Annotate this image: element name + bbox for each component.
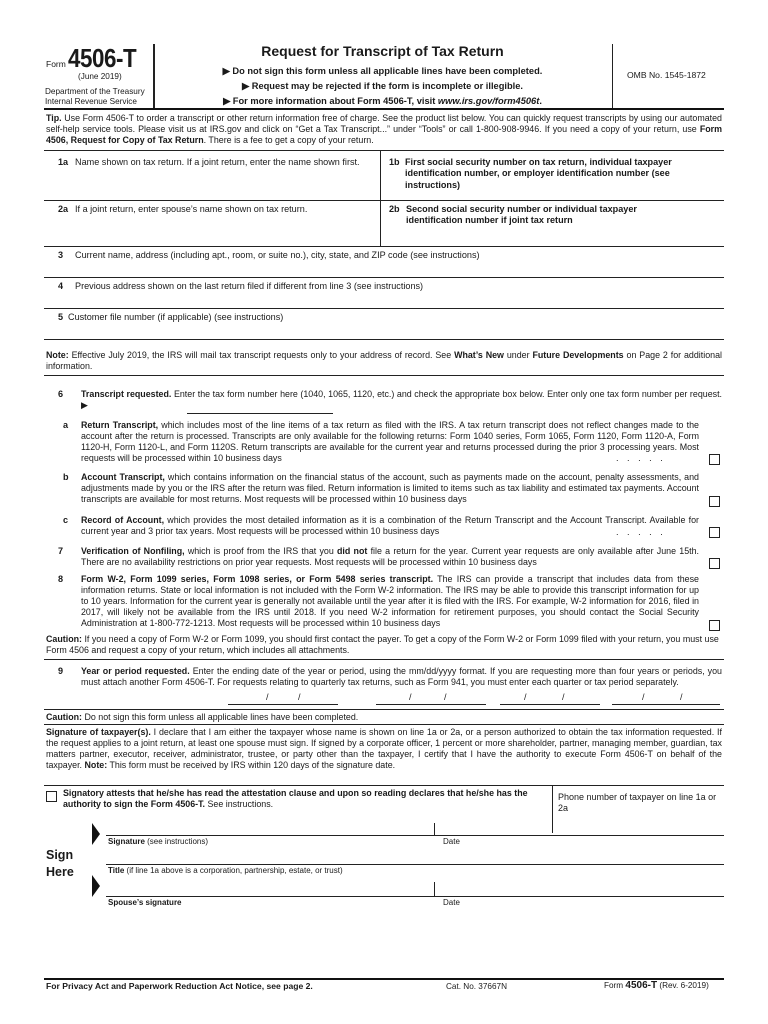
line-6b-text: Account Transcript, which contains information on the financial status of the account, such as payments made on the account, penalty assessments, and adjustments made by you or the IRS after the return was filed. Return information is limited to items such as tax liability and estimated tax payments. Account transcripts are available for most returns. Most requests will be processed within 10 business days	[81, 472, 699, 505]
line-2b-label: Second social security number or individual taxpayer identification number if joint tax return	[406, 204, 637, 226]
date-caption-2: Date	[443, 898, 460, 907]
line-2a-number: 2a	[58, 204, 69, 214]
line-6a-text: Return Transcript, which includes most of the line items of a tax return as filed with the IRS. A tax return transcript does not reflect changes made to the account after the return is processed. Transcripts are only available for the following returns: Form 1040 series, Form 1065, Form 1120, Form 1120-A, Form 1120-H, Form 1120-L, and Form 1120S. Return transcripts are available for the current year and returns processed during the prior 3 processing years. Most requests will be processed within 10 business days	[81, 420, 699, 464]
line-8-text: Form W-2, Form 1099 series, Form 1098 series, or Form 5498 series transcript. The IRS can provide a transcript that includes data from these information returns. State or local information is not included with the Form W-2 information. The IRS may be able to provide this transcript information for up to 10 years. Information for the current year is generally not available until the year after it is filed with the IRS. For example, W-2 information for 2016, filed in 2017, will likely not be available from the IRS until 2018. If you need W-2 information for retirement purposes, you should contact the Social Security Administration at 1-800-772-1213. Most requests will be processed within 10 business days	[81, 574, 699, 629]
line-7-number: 7	[58, 546, 64, 556]
form-title: Request for Transcript of Tax Return	[261, 43, 504, 59]
line-6a-leader: . . . . .	[616, 453, 666, 463]
account-transcript-checkbox[interactable]	[709, 496, 720, 507]
line-3-field[interactable]	[72, 262, 722, 277]
footer-form-id: Form 4506-T (Rev. 6-2019)	[604, 980, 709, 991]
period-2-slash-2: /	[444, 692, 447, 702]
verification-of-nonfiling-checkbox[interactable]	[709, 558, 720, 569]
taxpayer-signature-date-field[interactable]	[436, 822, 722, 835]
line-8-number: 8	[58, 574, 64, 584]
line-6b-letter: b	[63, 472, 69, 482]
line-6c-letter: c	[63, 515, 69, 525]
line-6c-text: Record of Account, which provides the most detailed information as it is a combination of the Return Transcript and the Account Transcript. Available for current year and 3 prior tax years. Most requests will be processed within 10 business days	[81, 515, 699, 537]
privacy-notice: For Privacy Act and Paperwork Reduction Act Notice, see page 2.	[46, 981, 313, 991]
irs-url-link[interactable]: www.irs.gov/form4506t	[437, 96, 540, 106]
caution-paragraph-1: Caution: If you need a copy of Form W-2 or Form 1099, you should first contact the payer. To get a copy of the Form W-2 or Form 1099 filed with your return, you must use Form 4506 and request a copy of your return, which includes all attachments.	[46, 634, 719, 656]
spouse-signature-date-field[interactable]	[436, 882, 722, 896]
period-3-slash-2: /	[562, 692, 565, 702]
spouse-caption: Spouse’s signature	[108, 898, 182, 907]
line-6c-leader: . . . . .	[616, 527, 666, 537]
note-paragraph: Note: Effective July 2019, the IRS will mail tax transcript requests only to your address of record. See What’s New under Future Developments on Page 2 for additional information.	[46, 350, 722, 372]
line-2b-field[interactable]	[384, 226, 722, 244]
line-4-field[interactable]	[72, 293, 722, 308]
spouse-signature-field[interactable]	[106, 882, 434, 896]
information-return-transcript-checkbox[interactable]	[709, 620, 720, 631]
sign-here-label	[46, 847, 74, 881]
line-9-number: 9	[58, 666, 64, 676]
sign-arrow-1	[92, 823, 100, 845]
period-1-slash-2: /	[298, 692, 301, 702]
form-header	[0, 0, 768, 110]
tax-form-number-input[interactable]	[187, 402, 333, 414]
line-1b-label: First social security number on tax return, individual taxpayer identification number, or employer identification number (see instructions)	[405, 157, 672, 190]
period-3-input[interactable]	[500, 690, 600, 705]
line-1a-field[interactable]	[72, 180, 377, 200]
header-bullet-1: ▶ Do not sign this form unless all applicable lines have been completed.	[222, 66, 543, 76]
period-2-slash-1: /	[409, 692, 412, 702]
line-2b-number: 2b	[389, 204, 400, 214]
dept: Department of the Treasury	[45, 87, 145, 96]
sign-arrow-2	[92, 875, 100, 897]
line-6a-letter: a	[63, 420, 69, 430]
caution-paragraph-2: Caution: Do not sign this form unless all applicable lines have been completed.	[46, 712, 359, 722]
line-4-number: 4	[58, 281, 64, 291]
here-word: Here	[46, 864, 74, 879]
line-1b-number: 1b	[389, 157, 400, 167]
attestation-text: Signatory attests that he/she has read the attestation clause and upon so reading declares that he/she has the authority to sign the Form 4506-T. See instructions.	[63, 788, 528, 810]
form-date: (June 2019)	[78, 72, 122, 81]
line-5-field[interactable]	[72, 324, 722, 338]
signature-caption: Signature (see instructions)	[108, 837, 209, 846]
line-5-label: Customer file number (if applicable) (see instructions)	[68, 312, 284, 322]
line-2a-field[interactable]	[72, 218, 377, 244]
sign-word: Sign	[46, 848, 74, 862]
form-word: Form	[46, 59, 66, 69]
line-1a-label: Name shown on tax return. If a joint return, enter the name shown first.	[75, 157, 360, 167]
tip-paragraph: Tip. Use Form 4506-T to order a transcript or other return information free of charge. See the product list below. You can quickly request transcripts by using our automated self-help service tools. Please visit us at IRS.gov and click on “Get a Tax Transcript...” under “Tools” or call 1-800-908-9946. If you need a copy of your return, use Form 4506, Request for Copy of Tax Return. There is a fee to get a copy of your return.	[46, 113, 722, 146]
line-6-number: 6	[58, 389, 64, 399]
period-4-slash-1: /	[642, 692, 645, 702]
line-3-number: 3	[58, 250, 64, 260]
taxpayer-signature-field[interactable]	[106, 822, 434, 835]
line-4-label: Previous address shown on the last return filed if different from line 3 (see instructions)	[75, 281, 424, 291]
period-1-input[interactable]	[228, 690, 338, 705]
line-7-text: Verification of Nonfiling, which is proof from the IRS that you did not file a return for the year. Current year requests are only available after June 15th. There are no availability restrictions on prior year requests. Most requests will be processed within 10 business days	[81, 546, 699, 568]
irs: Internal Revenue Service	[45, 97, 137, 106]
line-9-text: Year or period requested. Enter the ending date of the year or period, using the mm/dd/yyyy format. If you are requesting more than four years or periods, you must attach another Form 4506-T. For requests relating to quarterly tax returns, such as Form 941, you must enter each quarter or tax period separately.	[81, 666, 722, 688]
period-4-input[interactable]	[612, 690, 720, 705]
title-caption: Title (if line 1a above is a corporation, partnership, estate, or trust)	[108, 866, 343, 875]
attestation-checkbox[interactable]	[46, 791, 57, 802]
period-3-slash-1: /	[524, 692, 527, 702]
line-5-number: 5	[58, 312, 64, 322]
line-3-label: Current name, address (including apt., room, or suite no.), city, state, and ZIP code (see instructions)	[75, 250, 480, 260]
date-caption-1: Date	[443, 837, 460, 846]
header-bullet-3: ▶ For more information about Form 4506-T, visit www.irs.gov/form4506t.	[223, 96, 542, 106]
title-field[interactable]	[106, 850, 722, 864]
period-4-slash-2: /	[680, 692, 683, 702]
period-1-slash-1: /	[266, 692, 269, 702]
catalog-number: Cat. No. 37667N	[446, 982, 507, 991]
line-1a-number: 1a	[58, 157, 69, 167]
line-1b-field[interactable]	[384, 180, 722, 200]
period-2-input[interactable]	[376, 690, 486, 705]
omb-number: OMB No. 1545-1872	[627, 70, 706, 80]
signature-declaration: Signature of taxpayer(s). I declare that I am either the taxpayer whose name is shown on line 1a or 2a, or a person authorized to obtain the tax information requested. If the request applies to a joint return, at least one spouse must sign. If signed by a corporate officer, 1 percent or more shareholder, partner, managing member, guardian, tax matters partner, executor, receiver, administrator, trustee, or party other than the taxpayer, I certify that I have the authority to execute Form 4506-T on behalf of the taxpayer. Note: This form must be received by IRS within 120 days of the signature date.	[46, 727, 722, 771]
line-2a-label: If a joint return, enter spouse’s name shown on tax return.	[75, 204, 308, 214]
form-number: 4506-T	[68, 43, 137, 73]
line-6-text: Transcript requested. Enter the tax form number here (1040, 1065, 1120, etc.) and check the appropriate box below. Enter only one tax form number per request. ▶	[81, 389, 722, 411]
return-transcript-checkbox[interactable]	[709, 454, 720, 465]
record-of-account-checkbox[interactable]	[709, 527, 720, 538]
header-bullet-2: ▶ Request may be rejected if the form is incomplete or illegible.	[242, 81, 523, 91]
phone-label: Phone number of taxpayer on line 1a or 2a	[558, 792, 717, 814]
